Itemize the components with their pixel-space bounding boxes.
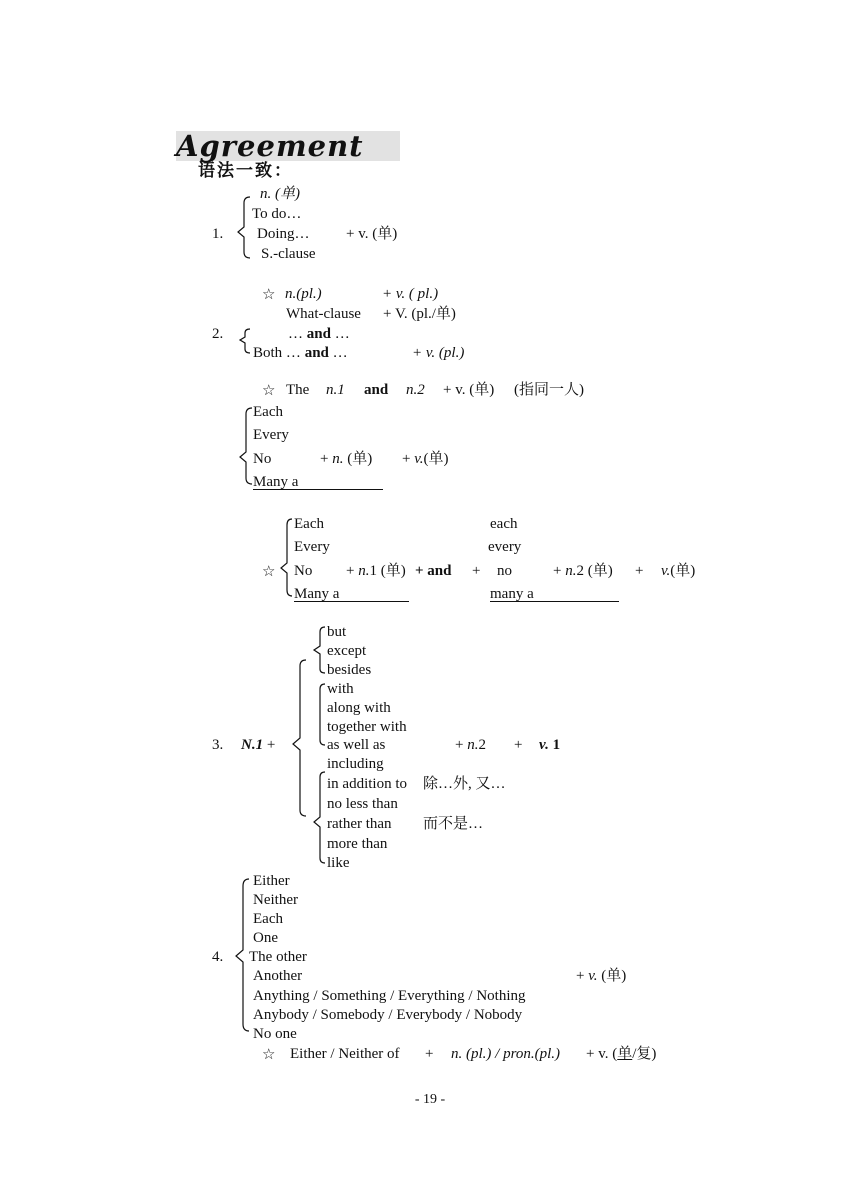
s2-both-verb: + v. (pl.)	[412, 345, 465, 361]
s2d-left-each: Each	[294, 516, 324, 532]
s2-both-line: Both … and …	[253, 345, 348, 361]
s3-no-less-than: no less than	[327, 796, 398, 812]
s2b-and: and	[364, 382, 389, 398]
s4-no-one: No one	[253, 1026, 297, 1042]
s4-plus: +	[425, 1046, 434, 1062]
brace-each	[240, 408, 252, 484]
s3-n2: + n.2	[455, 737, 486, 753]
s1-item-clause: S.-clause	[261, 246, 316, 262]
s2b-n2: n.2	[406, 382, 425, 398]
section-1-number: 1.	[212, 226, 224, 242]
page-subtitle: 语法一致：	[198, 161, 293, 181]
s4-either-of: Either / Neither of	[290, 1046, 400, 1062]
section-4-number: 4.	[212, 949, 224, 965]
s2d-left-many-a: Many a	[294, 586, 340, 602]
s3-together-with: together with	[327, 719, 407, 735]
s3-with: with	[327, 681, 354, 697]
s3-along-with: along with	[327, 700, 391, 716]
brace-3-outer	[293, 660, 306, 816]
s2-row1-b: + v. ( pl.)	[382, 286, 439, 302]
s3-rather-than: rather than	[327, 816, 392, 832]
s3-but: but	[327, 624, 347, 640]
s2d-n2: + n.2 (单)	[553, 563, 613, 579]
s4-either: Either	[253, 873, 290, 889]
s2d-plus-and: + and	[415, 563, 452, 579]
s3-plus2: +	[514, 737, 523, 753]
s1-item-doing: Doing…	[257, 226, 310, 242]
s3-more-than: more than	[327, 836, 388, 852]
s2b-n1: n.1	[326, 382, 345, 398]
s3-in-addition-to: in addition to	[327, 776, 407, 792]
s4-verb: + v. (单)	[576, 968, 627, 984]
brace-each-star	[281, 519, 292, 596]
brace-3-g3	[314, 772, 325, 863]
page-number: - 19 -	[414, 1092, 446, 1107]
s2d-right-every: every	[488, 539, 522, 555]
s3-including: including	[327, 756, 384, 772]
s2d-star-icon: ☆	[262, 562, 276, 580]
s2d-left-underline	[294, 601, 409, 602]
s4-pl: n. (pl.) / pron.(pl.)	[451, 1046, 561, 1062]
s3-besides: besides	[327, 662, 372, 678]
s2d-v: v.(单)	[661, 563, 696, 579]
s2b-note: (指同一人)	[514, 382, 584, 398]
s3-as-well-as: as well as	[327, 737, 386, 753]
s2-row1-a: n.(pl.)	[285, 286, 322, 302]
brace-3-g2	[320, 684, 325, 745]
s1-item-todo: To do…	[252, 206, 302, 222]
s4-anybody: Anybody / Somebody / Everybody / Nobody	[253, 1007, 523, 1023]
s3-except: except	[327, 643, 367, 659]
s4-star-icon: ☆	[262, 1045, 276, 1063]
s3-like: like	[327, 855, 350, 871]
s2b-verb: + v. (单)	[443, 382, 495, 398]
brace-1	[238, 197, 250, 258]
s2c-no: No	[253, 451, 272, 467]
s2d-left-no: No	[294, 563, 313, 579]
s2c-every: Every	[253, 427, 289, 443]
s2d-plus: +	[472, 563, 481, 579]
s2b-star-icon: ☆	[262, 381, 276, 399]
s4-one: One	[253, 930, 278, 946]
s2c-v: + v.(单)	[402, 451, 449, 467]
s4-another: Another	[253, 968, 303, 984]
s1-verb: + v. (单)	[346, 226, 398, 242]
s2-and-line: … and …	[288, 326, 350, 342]
s2-row2-b: + V. (pl./单)	[383, 306, 456, 322]
s1-item-n: n. (单)	[260, 186, 300, 202]
s2-row2-a: What-clause	[286, 306, 361, 322]
s2d-right-underline	[490, 601, 619, 602]
s2d-right-no: no	[497, 563, 512, 579]
s2c-underline	[253, 489, 383, 490]
s2c-n: + n. (单)	[320, 451, 373, 467]
brace-4	[236, 879, 249, 1031]
s3-v1: v. 1	[539, 737, 561, 753]
s2c-many-a: Many a	[253, 474, 299, 490]
s2d-n1: + n.1 (单)	[346, 563, 406, 579]
section-2-number: 2.	[212, 326, 224, 342]
s4-the-other: The other	[249, 949, 307, 965]
s3-n1: N.1 +	[241, 737, 276, 753]
brace-2	[240, 329, 250, 353]
s2d-right-each: each	[490, 516, 518, 532]
s2d-plus2: +	[635, 563, 644, 579]
s2b-the: The	[286, 382, 310, 398]
s3-rather-note: 而不是…	[423, 816, 484, 832]
s4-neither: Neither	[253, 892, 298, 908]
s4-anything: Anything / Something / Everything / Nothing	[253, 988, 526, 1004]
s3-in-addition-note: 除…外, 又…	[423, 776, 506, 792]
s2d-right-many-a: many a	[490, 586, 534, 602]
brace-3-g1	[314, 627, 325, 673]
s2c-each: Each	[253, 404, 283, 420]
s4-verb2: + v. (单/复)	[586, 1046, 657, 1062]
s2-star-icon: ☆	[262, 285, 276, 303]
s2d-left-every: Every	[294, 539, 330, 555]
section-3-number: 3.	[212, 737, 224, 753]
page-title: Agreement	[176, 129, 364, 163]
s4-each: Each	[253, 911, 283, 927]
